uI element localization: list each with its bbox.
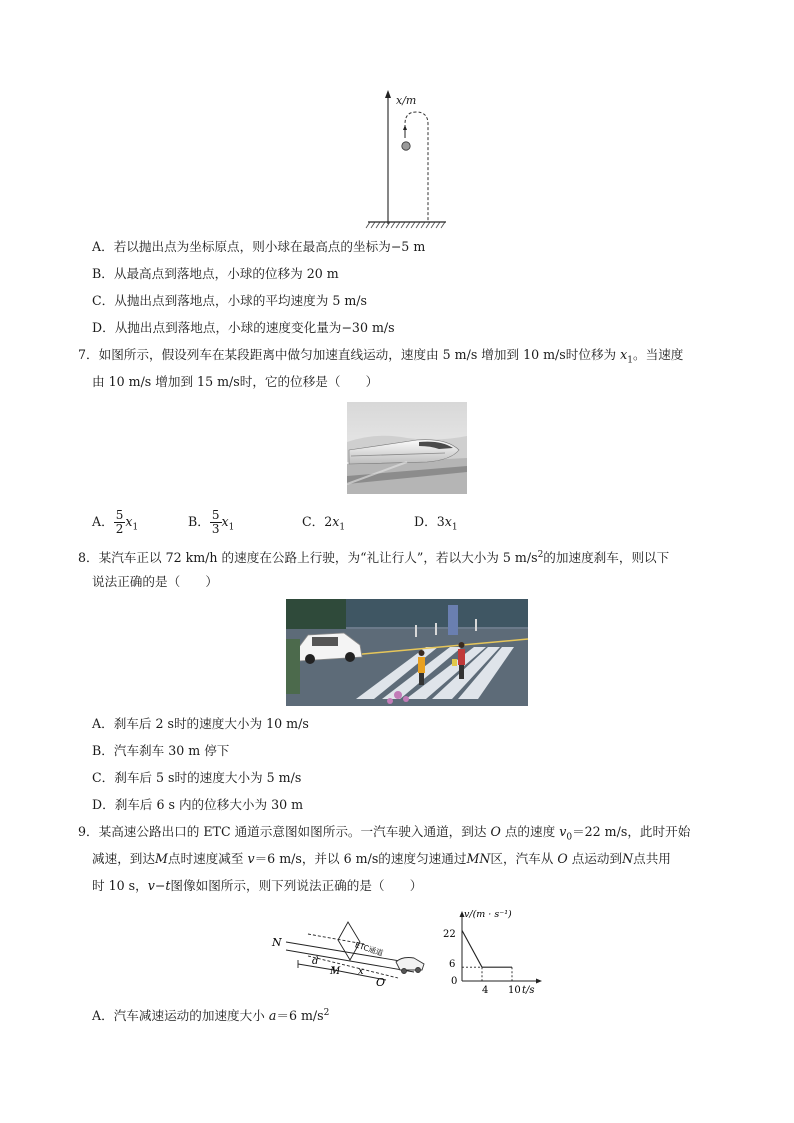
q7-sub: 1 bbox=[627, 355, 633, 366]
q6-option-b[interactable]: B．从最高点到落地点，小球的位移为 20 m bbox=[92, 266, 339, 281]
q9-l2-mn: MN bbox=[466, 851, 491, 866]
vt-tick-22: 22 bbox=[443, 929, 456, 940]
q9-stem-line3 bbox=[92, 877, 422, 895]
q7-option-c-sub: 1 bbox=[339, 522, 346, 533]
q9-stem-text1-end: ＝22 m/s，此时开始 bbox=[572, 824, 691, 839]
q7-option-d-sub: 1 bbox=[451, 522, 458, 533]
q7-option-a-denominator: 2 bbox=[115, 522, 124, 536]
q9-l3-vt: v−t bbox=[147, 878, 171, 893]
q8-stem-text1-end: 的加速度刹车，则以下 bbox=[543, 550, 670, 566]
q6-option-c[interactable]: C．从抛出点到落地点，小球的平均速度为 5 m/s bbox=[92, 293, 367, 308]
q9-l2-c: ＝6 m/s，并以 6 m/s的速度匀速通过 bbox=[254, 851, 467, 866]
etc-channel-diagram bbox=[268, 912, 436, 990]
vt-deceleration-segment bbox=[462, 930, 482, 967]
q9-l2-m: M bbox=[154, 851, 168, 866]
q8-option-d[interactable]: D．刹车后 6 s 内的位移大小为 30 m bbox=[92, 797, 304, 812]
vt-tick-6: 6 bbox=[449, 959, 456, 970]
q9-option-a[interactable] bbox=[92, 1004, 329, 1025]
q9-stem-line2 bbox=[92, 850, 671, 868]
q9-l2-f: 点共用 bbox=[633, 851, 671, 866]
q7-option-d-label: D．3 bbox=[414, 514, 445, 529]
q7-stem-line2: 由 10 m/s 增加到 15 m/s时，它的位移是（ ） bbox=[92, 374, 379, 389]
q9-l3-a: 时 10 s， bbox=[92, 878, 148, 893]
etc-label-o: O bbox=[376, 976, 386, 989]
etc-label-x: x bbox=[358, 966, 364, 977]
q7-option-b-denominator: 3 bbox=[211, 522, 220, 536]
q9-l2-o: O bbox=[557, 851, 568, 866]
q7-option-b[interactable] bbox=[188, 505, 234, 545]
q9-l3-b: 图像如图所示，则下列说法正确的是（ ） bbox=[170, 878, 423, 893]
q7-option-d[interactable] bbox=[414, 505, 458, 545]
q7-stem-text1: 7．如图所示，假设列车在某段距离中做匀加速直线运动，速度由 5 m/s 增加到 10 m/s时位移为 bbox=[78, 347, 621, 362]
etc-label-m: M bbox=[330, 966, 341, 977]
q7-option-a-numerator: 5 bbox=[115, 508, 124, 522]
q7-option-a-label: A． bbox=[92, 514, 114, 529]
q7-option-b-var: x bbox=[221, 514, 229, 529]
vt-xlabel: t/s bbox=[522, 985, 535, 995]
etc-label-n: N bbox=[272, 936, 282, 949]
q7-stem-text1-end: 。当速度 bbox=[633, 347, 684, 362]
q6-option-a[interactable]: A．若以抛出点为坐标原点，则小球在最高点的坐标为−5 m bbox=[92, 239, 426, 254]
q9-l2-d: 区，汽车从 bbox=[490, 851, 558, 866]
vt-tick-10: 10 bbox=[508, 985, 521, 995]
q9-var-v0: v bbox=[559, 824, 567, 839]
fall-axis-label: x/m bbox=[396, 94, 417, 107]
q7-option-c[interactable] bbox=[302, 505, 345, 545]
q9-l2-a: 减速，到达 bbox=[92, 851, 155, 866]
q9-point-o: O bbox=[490, 824, 501, 839]
q9-l2-n: N bbox=[622, 851, 634, 866]
q7-var-x: x bbox=[620, 347, 628, 362]
q9-sub-0: 0 bbox=[566, 832, 573, 843]
q7-option-a[interactable] bbox=[92, 505, 138, 545]
q9-option-a-sup: 2 bbox=[323, 1008, 330, 1018]
q9-l2-b: 点时速度减至 bbox=[167, 851, 248, 866]
q9-stem-text1-mid: 点的速度 bbox=[500, 824, 560, 839]
crosswalk-image bbox=[286, 599, 528, 706]
q9-l2-v: v bbox=[247, 851, 255, 866]
vt-ylabel: v/(m · s⁻¹) bbox=[464, 909, 512, 920]
q8-option-c[interactable]: C．刹车后 5 s时的速度大小为 5 m/s bbox=[92, 770, 302, 785]
q9-stem-text1: 9．某高速公路出口的 ETC 通道示意图如图所示。一汽车驶入通道，到达 bbox=[78, 824, 491, 839]
vt-origin: 0 bbox=[451, 976, 458, 987]
q8-option-b[interactable]: B．汽车刹车 30 m 停下 bbox=[92, 743, 230, 758]
vt-tick-4: 4 bbox=[482, 985, 489, 995]
q9-option-a-text: A．汽车减速运动的加速度大小 bbox=[92, 1008, 269, 1024]
q7-option-c-label: C．2 bbox=[302, 514, 333, 529]
q7-option-d-var: x bbox=[444, 514, 452, 529]
vt-graph bbox=[440, 905, 550, 995]
etc-label-channel: ETC通道 bbox=[353, 940, 385, 958]
q9-l2-e: 点运动到 bbox=[567, 851, 623, 866]
q7-option-b-label: B． bbox=[188, 514, 210, 529]
q8-stem-line1 bbox=[78, 546, 669, 567]
q7-option-c-var: x bbox=[332, 514, 340, 529]
q8-sup: 2 bbox=[537, 550, 544, 560]
q8-stem-line2: 说法正确的是（ ） bbox=[92, 574, 218, 589]
q8-option-a[interactable]: A．刹车后 2 s时的速度大小为 10 m/s bbox=[92, 716, 309, 731]
q9-stem-line1 bbox=[78, 823, 690, 847]
q8-stem-text1: 8．某汽车正以 72 km/h 的速度在公路上行驶，为“礼让行人”，若以大小为 5 m/s bbox=[78, 550, 538, 566]
q7-stem-line1 bbox=[78, 346, 683, 370]
q7-options-row bbox=[92, 505, 532, 539]
q7-option-a-sub: 1 bbox=[132, 522, 139, 533]
q7-option-b-sub: 1 bbox=[228, 522, 235, 533]
etc-label-d: d bbox=[312, 956, 319, 967]
q7-option-b-numerator: 5 bbox=[211, 508, 220, 522]
q6-option-d[interactable]: D．从抛出点到落地点，小球的速度变化量为−30 m/s bbox=[92, 320, 395, 335]
q7-option-a-var: x bbox=[125, 514, 133, 529]
q9-option-a-var: a bbox=[268, 1008, 277, 1024]
train-image bbox=[347, 402, 467, 494]
q9-option-a-value: ＝6 m/s bbox=[276, 1008, 324, 1024]
